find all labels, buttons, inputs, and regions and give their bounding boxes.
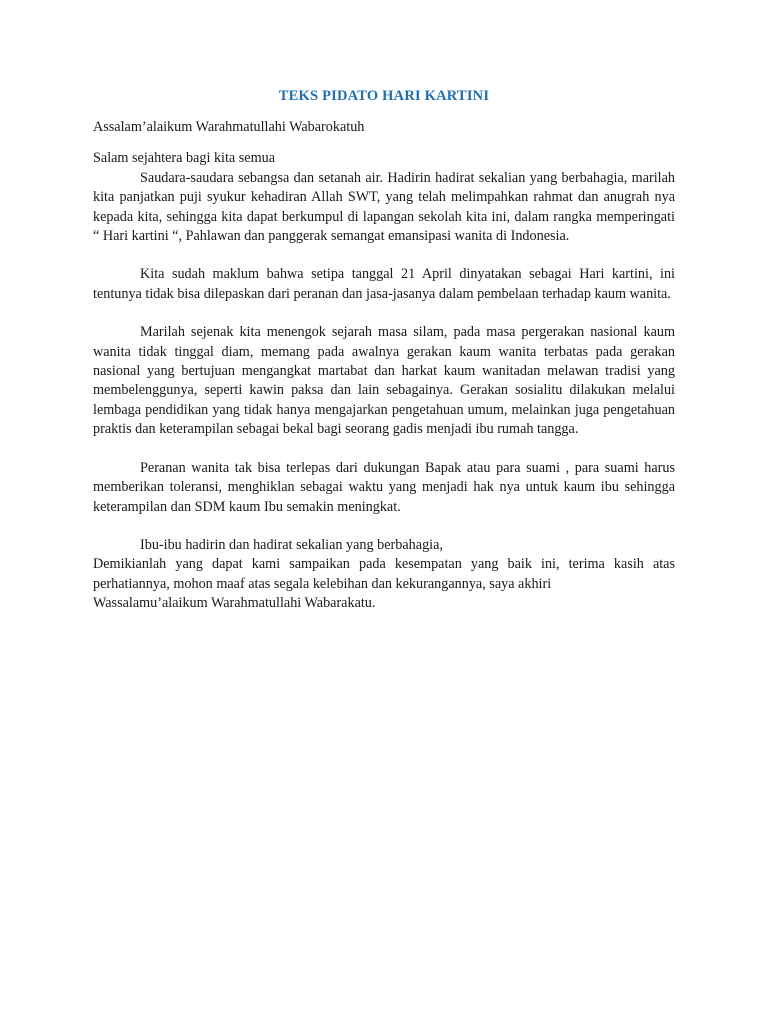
farewell: Wassalamu’alaikum Warahmatullahi Wabarakatu. [93, 595, 376, 612]
greeting: Assalam’alaikum Warahmatullahi Wabarokatuh [93, 119, 365, 135]
closing-paragraph: Demikianlah yang dapat kami sampaikan pada kesempatan yang baik ini, terima kasih atas perhatiannya, mohon maaf atas segala kelebihan dan kekurangannya, saya akhiri [93, 556, 675, 592]
closing-address: Ibu-ibu hadirin dan hadirat sekalian yang berbahagia, [140, 536, 443, 553]
paragraph-history: Marilah sejenak kita menengok sejarah masa silam, pada masa pergerakan nasional kaum wanita tidak tinggal diam, memang pada awalnya gerakan kaum wanita terbatas pada gerakan nasional yang bertujuan mengangkat martabat dan harkat kaum wanitadan melawan tradisi yang membelenggunya, seperti kawin paksa dan lain sebagainya. Gerakan sosialitu dilakukan melalui lembaga pendidikan yang tidak hanya mengajarkan pengetahuan umum, melainkan juga pengetahuan praktis dan keterampilan sebagai bekal bagi seorang gadis menjadi ibu rumah tangga. [93, 324, 675, 438]
paragraph-role-of-women: Peranan wanita tak bisa terlepas dari dukungan Bapak atau para suami , para suami harus memberikan toleransi, menghiklan sebagai waktu yang menjadi hak nya untuk kaum ibu sehingga keterampilan dan SDM kaum Ibu semakin meningkat. [93, 459, 675, 515]
paragraph-opening: Saudara-saudara sebangsa dan setanah air. Hadirin hadirat sekalian yang berbahagia, marilah kita panjatkan puji syukur kehadiran Allah SWT, yang telah melimpahkan rahmat dan anugrah nya kepada kita, sehingga kita dapat berkumpul di lapangan sekolah kita ini, dalam rangka memperingati “ Hari kartini “, Pahlawan dan panggerak semangat emansipasi wanita di Indonesia. [93, 169, 675, 245]
salutation: Salam sejahtera bagi kita semua [93, 150, 276, 167]
paragraph-kartini-day: Kita sudah maklum bahwa setipa tanggal 21 April dinyatakan sebagai Hari kartini, ini tentunya tidak bisa dilepaskan dari peranan dan jasa-jasanya dalam pembelaan terhadap kaum wanita. [93, 266, 675, 302]
document-title: TEKS PIDATO HARI KARTINI [278, 88, 490, 104]
